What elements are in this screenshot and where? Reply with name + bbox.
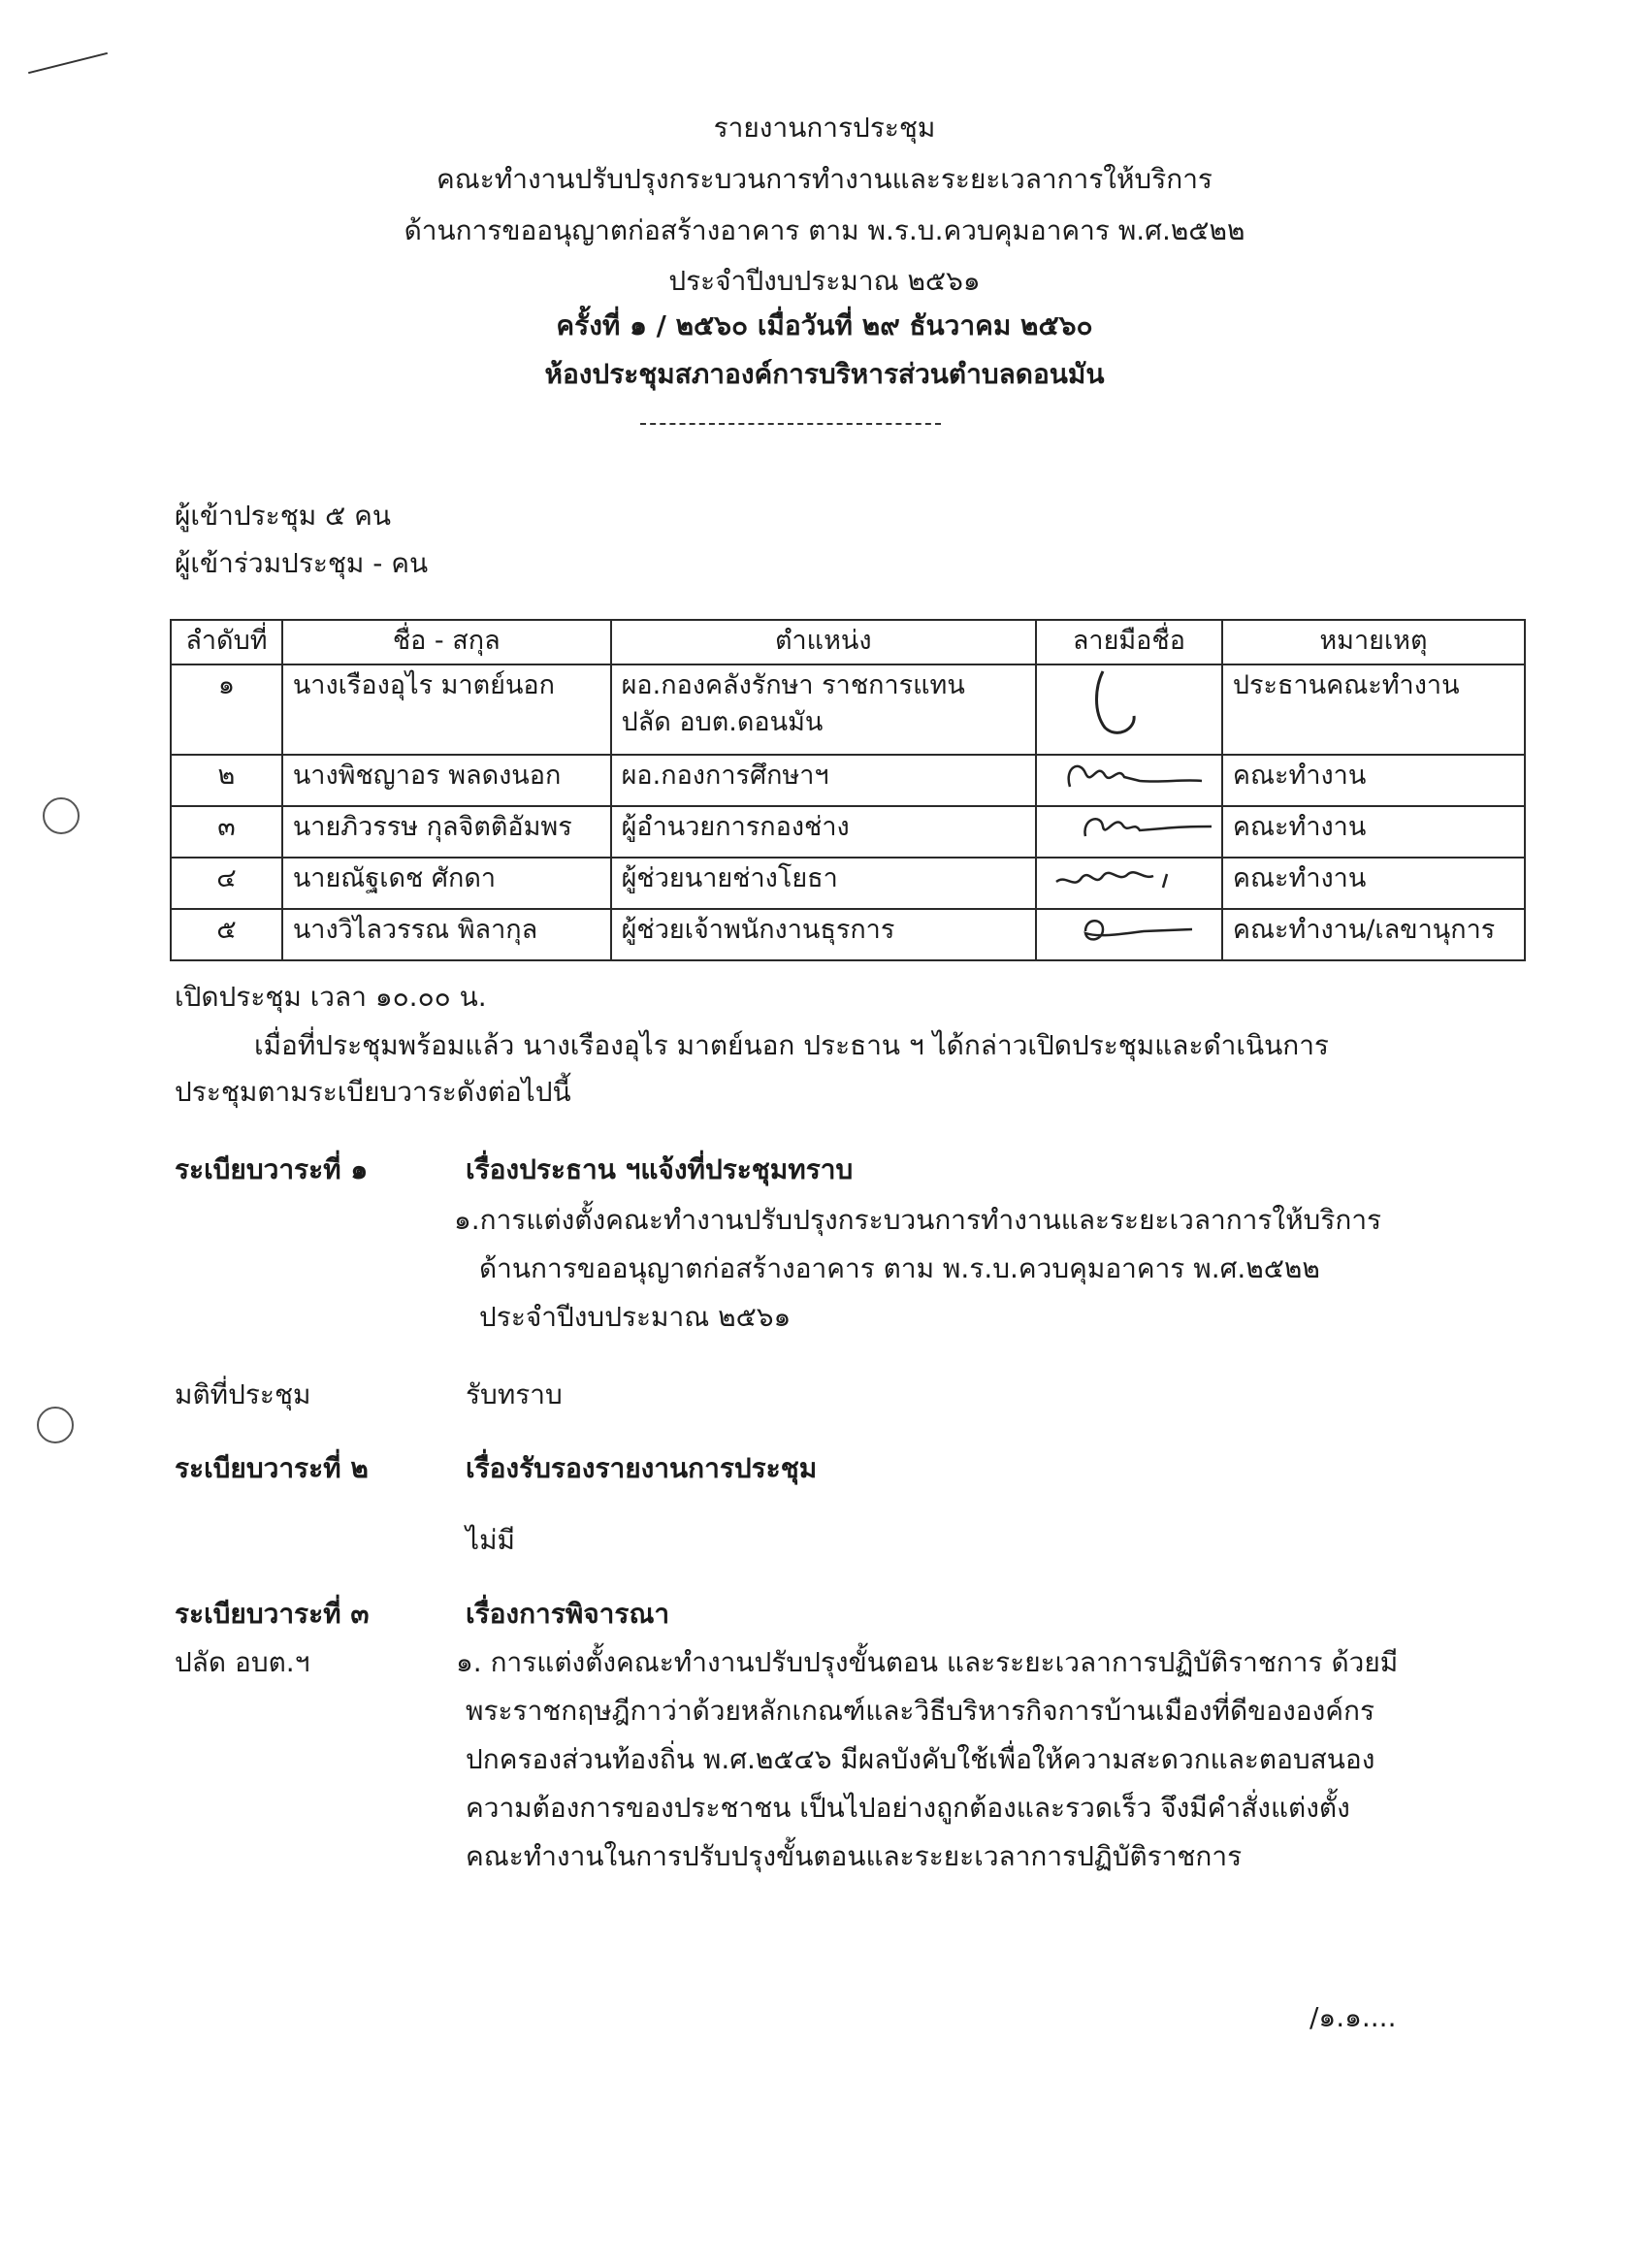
row-no: ๑ [171, 664, 282, 755]
row-position: ผอ.กองการศึกษาฯ [611, 755, 1036, 806]
agenda2-title: เรื่องรับรองรายงานการประชุม [466, 1452, 818, 1484]
row-name: นายณัฐเดช ศักดา [282, 858, 611, 909]
hole-punch-mark [43, 797, 80, 834]
row-note: ประธานคณะทำงาน [1222, 664, 1525, 755]
row-position-line1: ผอ.กองคลังรักษา ราชการแทน [621, 670, 965, 700]
row-position: ผู้ช่วยเจ้าพนักงานธุรการ [611, 909, 1036, 960]
fiscal-year: ประจำปีงบประมาณ ๒๕๖๑ [668, 265, 981, 297]
row-note: คณะทำงาน/เลขานุการ [1222, 909, 1525, 960]
row-position: ผู้ช่วยนายช่างโยธา [611, 858, 1036, 909]
row-position: ผู้อำนวยการกองช่าง [611, 806, 1036, 858]
agenda3-line: คณะทำงานในการปรับปรุงขั้นตอนและระยะเวลาการปฏิบัติราชการ [466, 1840, 1243, 1872]
row-signature [1036, 909, 1222, 960]
row-no: ๒ [171, 755, 282, 806]
agenda2-body: ไม่มี [466, 1524, 515, 1556]
committee-name: คณะทำงานปรับปรุงกระบวนการทำงานและระยะเวลาการให้บริการ [436, 163, 1212, 195]
col-header-name: ชื่อ - สกุล [282, 620, 611, 664]
agenda3-presenter: ปลัด อบต.ฯ [175, 1646, 310, 1678]
meeting-location: ห้องประชุมสภาองค์การบริหารส่วนตำบลดอนมัน [544, 358, 1105, 390]
agenda1-title: เรื่องประธาน ฯแจ้งที่ประชุมทราบ [466, 1153, 854, 1185]
attendee-count: ผู้เข้าประชุม ๕ คน [175, 500, 392, 532]
agenda3-line: พระราชกฤษฎีกาว่าด้วยหลักเกณฑ์และวิธีบริหารกิจการบ้านเมืองที่ดีขององค์กร [466, 1695, 1375, 1727]
table-row [171, 858, 1525, 909]
row-signature [1036, 664, 1222, 755]
signature-image [1047, 860, 1212, 895]
row-position [611, 664, 1036, 755]
signature-image [1047, 667, 1212, 741]
row-no: ๕ [171, 909, 282, 960]
table-row [171, 664, 1525, 755]
row-name: นายภิวรรษ กุลจิตติอัมพร [282, 806, 611, 858]
agenda3-line: ความต้องการของประชาชน เป็นไปอย่างถูกต้องและรวดเร็ว จึงมีคำสั่งแต่งตั้ง [466, 1792, 1350, 1824]
col-header-signature: ลายมือชื่อ [1036, 620, 1222, 664]
header-divider [640, 423, 941, 425]
row-note: คณะทำงาน [1222, 755, 1525, 806]
agenda1-item-line2: ด้านการขออนุญาตก่อสร้างอาคาร ตาม พ.ร.บ.ควบคุมอาคาร พ.ศ.๒๕๒๒ [479, 1252, 1320, 1284]
agenda1-item-line3: ประจำปีงบประมาณ ๒๕๖๑ [479, 1301, 792, 1333]
row-name: นางวิไลวรรณ พิลากุล [282, 909, 611, 960]
row-signature [1036, 806, 1222, 858]
row-note: คณะทำงาน [1222, 858, 1525, 909]
signature-image [1047, 912, 1212, 947]
continuation-marker: /๑.๑.... [1310, 2001, 1397, 2033]
committee-scope: ด้านการขออนุญาตก่อสร้างอาคาร ตาม พ.ร.บ.ควบคุมอาคาร พ.ศ.๒๕๒๒ [404, 214, 1245, 246]
row-no: ๔ [171, 858, 282, 909]
table-header-row [171, 620, 1525, 664]
row-name: นางพิชญาอร พลดงนอก [282, 755, 611, 806]
report-title: รายงานการประชุม [713, 112, 936, 144]
opening-paragraph-line2: ประชุมตามระเบียบวาระดังต่อไปนี้ [175, 1076, 571, 1108]
col-header-position: ตำแหน่ง [611, 620, 1036, 664]
agenda3-line: ปกครองส่วนท้องถิ่น พ.ศ.๒๕๔๖ มีผลบังคับใช้เพื่อให้ความสะดวกและตอบสนอง [466, 1743, 1375, 1775]
row-signature [1036, 755, 1222, 806]
attendance-table [170, 619, 1526, 961]
resolution-value: รับทราบ [466, 1378, 563, 1410]
col-header-no: ลำดับที่ [171, 620, 282, 664]
scan-mark [28, 52, 108, 74]
row-name: นางเรืองอุไร มาตย์นอก [282, 664, 611, 755]
resolution-label: มติที่ประชุม [175, 1378, 311, 1410]
row-position-line2: ปลัด อบต.ดอนมัน [621, 707, 824, 737]
row-signature [1036, 858, 1222, 909]
meeting-number-date: ครั้งที่ ๑ / ๒๕๖๐ เมื่อวันที่ ๒๙ ธันวาคม ๒๕๖๐ [556, 309, 1093, 341]
signature-image [1047, 758, 1212, 793]
row-note: คณะทำงาน [1222, 806, 1525, 858]
agenda1-label: ระเบียบวาระที่ ๑ [175, 1153, 369, 1185]
opening-paragraph-line1: เมื่อที่ประชุมพร้อมแล้ว นางเรืองอุไร มาตย์นอก ประธาน ฯ ได้กล่าวเปิดประชุมและดำเนินการ [254, 1029, 1329, 1061]
col-header-note: หมายเหตุ [1222, 620, 1525, 664]
table-row [171, 755, 1525, 806]
agenda1-item-line1: ๑.การแต่งตั้งคณะทำงานปรับปรุงกระบวนการทำงานและระยะเวลาการให้บริการ [454, 1204, 1382, 1236]
opening-time: เปิดประชุม เวลา ๑๐.๐๐ น. [175, 981, 487, 1013]
agenda2-label: ระเบียบวาระที่ ๒ [175, 1452, 369, 1484]
signature-image [1047, 809, 1212, 844]
agenda3-label: ระเบียบวาระที่ ๓ [175, 1598, 370, 1630]
hole-punch-mark [37, 1407, 74, 1443]
agenda3-line: ๑. การแต่งตั้งคณะทำงานปรับปรุงขั้นตอน และระยะเวลาการปฏิบัติราชการ ด้วยมี [456, 1646, 1399, 1678]
table-row [171, 806, 1525, 858]
observer-count: ผู้เข้าร่วมประชุม - คน [175, 547, 429, 579]
table-row [171, 909, 1525, 960]
row-no: ๓ [171, 806, 282, 858]
agenda3-title: เรื่องการพิจารณา [466, 1598, 670, 1630]
